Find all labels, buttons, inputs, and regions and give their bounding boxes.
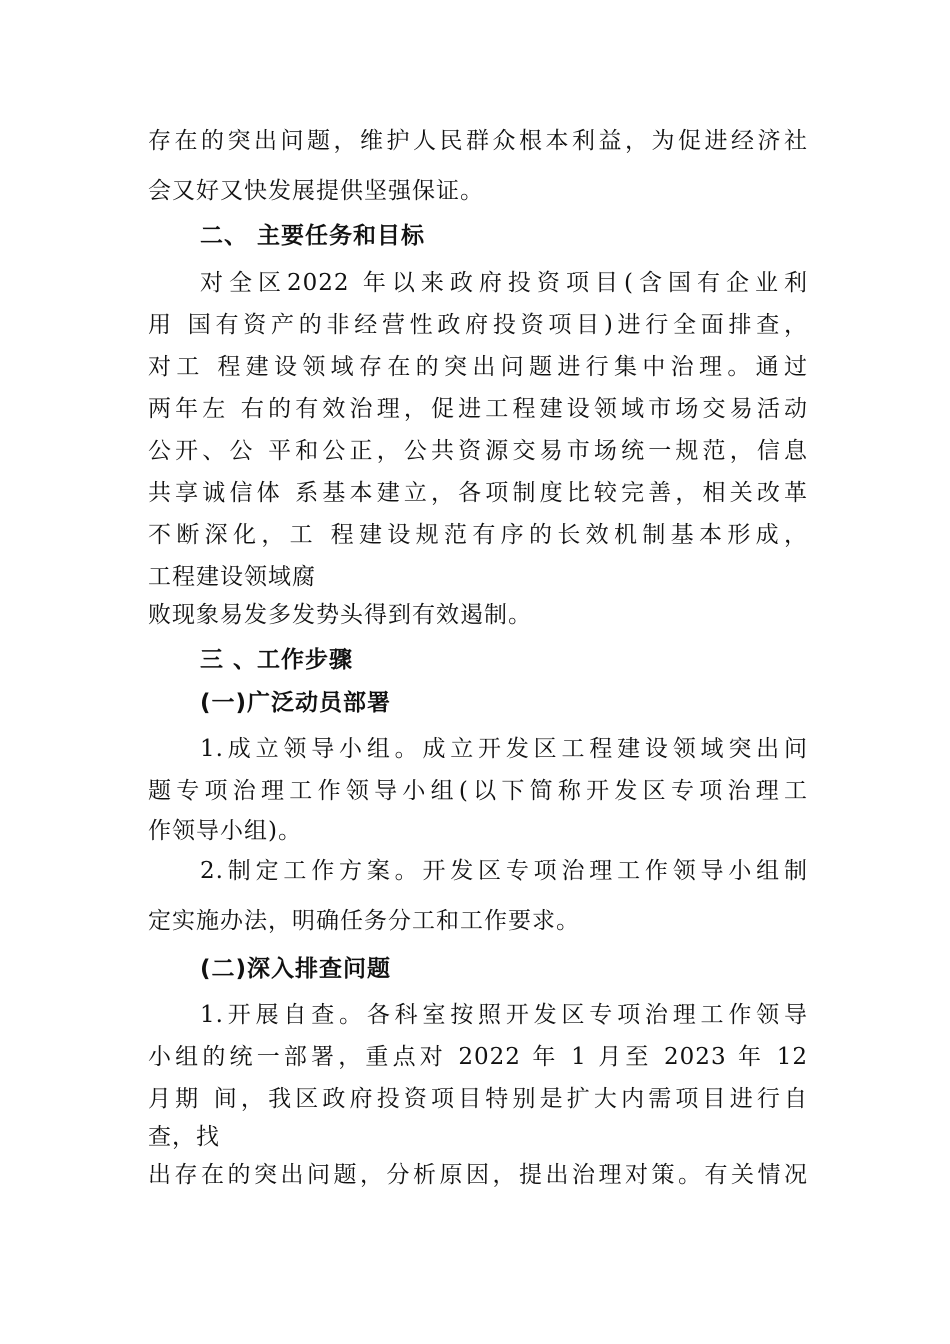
body-text-line: 1.成立领导小组。成立开发区工程建设领域突出问 bbox=[200, 736, 808, 762]
body-text-line: 存在的突出问题，维护人民群众根本利益，为促进经济社 bbox=[148, 128, 808, 154]
body-text-line: 对工 程建设领域存在的突出问题进行集中治理。通过 bbox=[148, 354, 808, 380]
body-text-line: 用 国有资产的非经营性政府投资项目)进行全面排查， bbox=[148, 312, 808, 338]
body-text-line: 定实施办法，明确任务分工和工作要求。 bbox=[148, 908, 580, 934]
subsection-heading: (二)深入排查问题 bbox=[200, 956, 392, 982]
body-text-line: 对全区2022 年以来政府投资项目(含国有企业利 bbox=[200, 270, 808, 296]
body-text-line: 小组的统一部署，重点对 2022 年 1 月至 2023 年 12 bbox=[148, 1044, 808, 1070]
body-text-line: 公开、公 平和公正，公共资源交易市场统一规范，信息 bbox=[148, 438, 808, 464]
body-text-line: 工程建设领域腐 bbox=[148, 564, 316, 590]
body-text-line: 月期 间，我区政府投资项目特别是扩大内需项目进行自 bbox=[148, 1086, 808, 1112]
body-text-line: 作领导小组)。 bbox=[148, 818, 302, 844]
body-text-line: 2.制定工作方案。开发区专项治理工作领导小组制 bbox=[200, 858, 808, 884]
body-text-line: 题专项治理工作领导小组(以下简称开发区专项治理工 bbox=[148, 778, 808, 804]
section-heading: 二、 主要任务和目标 bbox=[200, 223, 426, 249]
body-text-line: 两年左 右的有效治理，促进工程建设领域市场交易活动 bbox=[148, 396, 808, 422]
body-text-line: 败现象易发多发势头得到有效遏制。 bbox=[148, 602, 532, 628]
body-text-line: 1.开展自查。各科室按照开发区专项治理工作领导 bbox=[200, 1002, 808, 1028]
body-text-line: 会又好又快发展提供坚强保证。 bbox=[148, 178, 484, 204]
body-text-line: 不断深化，工 程建设规范有序的长效机制基本形成， bbox=[148, 522, 808, 548]
subsection-heading: (一)广泛动员部署 bbox=[200, 690, 392, 716]
body-text-line: 查，找 bbox=[148, 1124, 220, 1150]
body-text-line: 出存在的突出问题，分析原因，提出治理对策。有关情况 bbox=[148, 1162, 808, 1188]
section-heading: 三 、工作步骤 bbox=[200, 647, 354, 673]
body-text-line: 共享诚信体 系基本建立，各项制度比较完善，相关改革 bbox=[148, 480, 808, 506]
